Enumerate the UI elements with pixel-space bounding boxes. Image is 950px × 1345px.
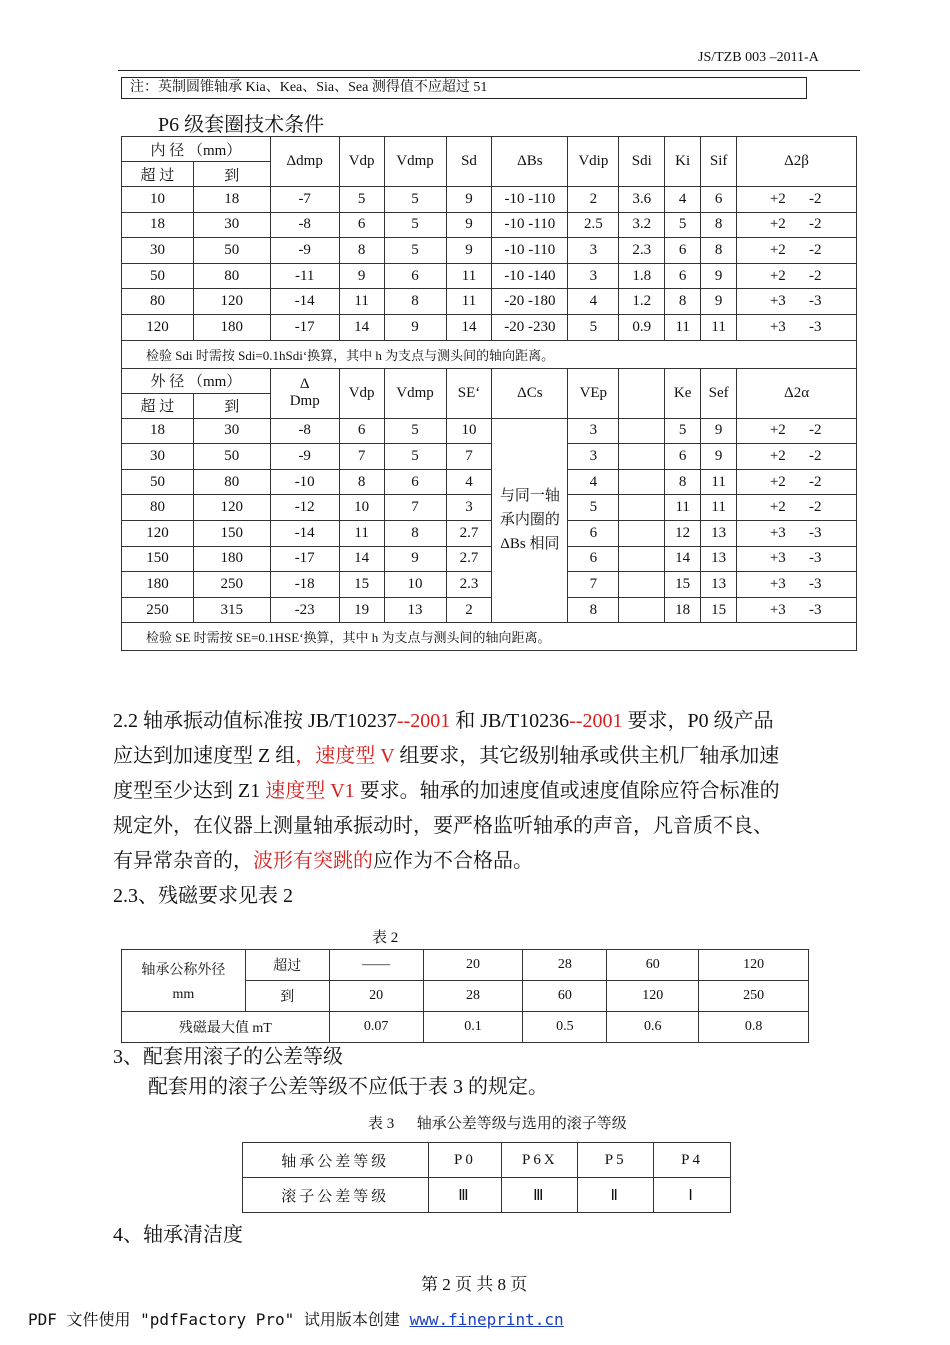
inner-cell-ki: 4 [665, 187, 701, 213]
inner-cell-vdip: 4 [568, 289, 619, 315]
outer-dmp-top: Δ [299, 376, 310, 393]
outer-table-row [122, 418, 857, 444]
inner-cell-2beta: +2 -2 [737, 212, 857, 238]
inner-cell-vdmp: 9 [384, 314, 446, 340]
t2-max-4: 0.8 [699, 1012, 809, 1043]
inner-cell-bs: -10 -110 [492, 212, 568, 238]
t2-over-label: 超过 [245, 950, 329, 981]
inner-cell-bs: -10 -110 [492, 238, 568, 264]
inner-table-row [122, 314, 857, 340]
outer-cell-to: 50 [193, 444, 270, 470]
p6-ring-table [121, 136, 857, 651]
inner-cell-ki: 11 [665, 314, 701, 340]
inner-inspection-note: 检验 Sdi 时需按 Sdi=0.1hSdi‘换算，其中 h 为支点与测头间的轴向距离。 [122, 340, 857, 368]
inner-cell-vdp: 8 [339, 238, 384, 264]
outer-cell-vdp: 6 [339, 418, 384, 444]
inner-table-row [122, 212, 857, 238]
outer-cell-se: 3 [446, 495, 492, 521]
inner-cell-sd: 11 [446, 263, 492, 289]
t3-roller-grade-1: Ⅲ [502, 1178, 578, 1213]
outer-cell-sef: 9 [701, 444, 737, 470]
outer-cell-dmp: -9 [270, 444, 339, 470]
inner-cell-sdi: 2.3 [619, 238, 665, 264]
col-ki: Ki [665, 137, 701, 187]
inner-table-row [122, 263, 857, 289]
s22-line1: 2.2 轴承振动值标准按 JB/T10237--2001 和 JB/T10236--2001 要求，P0 级产品 [113, 710, 774, 732]
outer-cell-2alpha: +2 -2 [737, 444, 857, 470]
inner-cell-sd: 14 [446, 314, 492, 340]
inner-cell-dmp: -9 [270, 238, 339, 264]
outer-cell-blank [619, 572, 665, 598]
inner-cell-vdp: 6 [339, 212, 384, 238]
outer-cell-2alpha: +2 -2 [737, 418, 857, 444]
outer-cell-vep: 6 [568, 546, 619, 572]
inner-cell-to: 30 [193, 212, 270, 238]
t3-roller-grade-label: 滚子公差等级 [243, 1178, 429, 1213]
outer-cell-to: 120 [193, 495, 270, 521]
outer-cell-over: 30 [122, 444, 194, 470]
inner-cell-ki: 6 [665, 263, 701, 289]
outer-cell-sef: 9 [701, 418, 737, 444]
t2-to-4: 250 [699, 981, 809, 1012]
t3-roller-grade-2: Ⅱ [578, 1178, 654, 1213]
outer-cell-ke: 5 [665, 418, 701, 444]
inner-cell-vdip: 2.5 [568, 212, 619, 238]
inner-cell-bs: -20 -230 [492, 314, 568, 340]
t3-bearing-grade-0: P0 [428, 1143, 502, 1178]
inner-cell-dmp: -14 [270, 289, 339, 315]
outer-cell-blank [619, 495, 665, 521]
inner-cell-sdi: 0.9 [619, 314, 665, 340]
outer-cell-se: 7 [446, 444, 492, 470]
outer-cell-ke: 14 [665, 546, 701, 572]
t2-to-2: 60 [523, 981, 607, 1012]
inner-cell-sd: 11 [446, 289, 492, 315]
inner-cell-sif: 8 [701, 238, 737, 264]
outer-cell-blank [619, 597, 665, 623]
t3-bearing-grade-label: 轴承公差等级 [243, 1143, 429, 1178]
outer-cell-blank [619, 444, 665, 470]
inner-cell-to: 180 [193, 314, 270, 340]
outer-cell-se: 2.3 [446, 572, 492, 598]
col-2beta: Δ2β [737, 137, 857, 187]
t2-to-3: 120 [607, 981, 699, 1012]
inner-cell-bs: -10 -110 [492, 187, 568, 213]
t2-od-label: 轴承公称外径 mm [122, 950, 246, 1012]
outer-cell-vdp: 11 [339, 520, 384, 546]
col-bs: ΔBs [492, 137, 568, 187]
outer-cell-ke: 12 [665, 520, 701, 546]
col-outer-dmp [270, 368, 339, 418]
inner-cell-vdmp: 5 [384, 238, 446, 264]
col-outer-blank [619, 368, 665, 418]
inner-cell-vdp: 11 [339, 289, 384, 315]
outer-cell-vdp: 19 [339, 597, 384, 623]
outer-cell-vdmp: 6 [384, 469, 446, 495]
fineprint-link[interactable]: www.fineprint.cn [409, 1310, 564, 1329]
inner-cell-dmp: -17 [270, 314, 339, 340]
col-vdmp: Vdmp [384, 137, 446, 187]
section-3-heading: 3、配套用滚子的公差等级 [113, 1046, 343, 1068]
section-3-text: 配套用的滚子公差等级不应低于表 3 的规定。 [148, 1076, 548, 1098]
outer-cell-vdp: 8 [339, 469, 384, 495]
outer-cell-se: 10 [446, 418, 492, 444]
inner-cell-vdmp: 8 [384, 289, 446, 315]
inner-cell-sdi: 1.8 [619, 263, 665, 289]
t2-max-0: 0.07 [329, 1012, 423, 1043]
outer-cell-blank [619, 546, 665, 572]
roller-grade-table [242, 1142, 731, 1213]
outer-table-row [122, 495, 857, 521]
col-dmp: Δdmp [270, 137, 339, 187]
t2-max-label: 残磁最大值 mT [122, 1012, 330, 1043]
page-number: 第 2 页 共 8 页 [421, 1275, 528, 1294]
col-outer-vep: VEp [568, 368, 619, 418]
inner-table-row [122, 187, 857, 213]
inner-cell-over: 120 [122, 314, 194, 340]
table3-caption: 表 3 轴承公差等级与选用的滚子等级 [368, 1116, 627, 1132]
inner-cell-2beta: +3 -3 [737, 289, 857, 315]
col-sif: Sif [701, 137, 737, 187]
col-outer-sef: Sef [701, 368, 737, 418]
inner-bore-header: 内 径 （mm） [122, 137, 271, 162]
inner-cell-vdip: 5 [568, 314, 619, 340]
outer-cell-se: 4 [446, 469, 492, 495]
p6-section-title: P6 级套圈技术条件 [158, 114, 325, 136]
outer-cell-dmp: -23 [270, 597, 339, 623]
outer-cell-vdmp: 9 [384, 546, 446, 572]
outer-table-row [122, 546, 857, 572]
outer-cell-2alpha: +2 -2 [737, 495, 857, 521]
outer-cell-dmp: -14 [270, 520, 339, 546]
inner-cell-to: 120 [193, 289, 270, 315]
t2-to-label: 到 [245, 981, 329, 1012]
outer-cell-dmp: -8 [270, 418, 339, 444]
s22-line4: 规定外，在仪器上测量轴承振动时，要严格监听轴承的声音，凡音质不良、 [113, 815, 773, 837]
outer-cell-se: 2.7 [446, 546, 492, 572]
inner-cell-over: 80 [122, 289, 194, 315]
outer-table-row [122, 469, 857, 495]
outer-cell-over: 50 [122, 469, 194, 495]
inner-over-header: 超 过 [122, 162, 194, 187]
outer-over-header: 超 过 [122, 393, 194, 418]
outer-cell-vdmp: 5 [384, 444, 446, 470]
outer-cell-to: 80 [193, 469, 270, 495]
col-outer-vdmp: Vdmp [384, 368, 446, 418]
outer-cell-sef: 11 [701, 469, 737, 495]
outer-cell-vdmp: 7 [384, 495, 446, 521]
outer-cell-to: 315 [193, 597, 270, 623]
inner-cell-dmp: -8 [270, 212, 339, 238]
inner-cell-vdp: 9 [339, 263, 384, 289]
inner-table-row [122, 289, 857, 315]
outer-cell-ke: 11 [665, 495, 701, 521]
inner-cell-over: 30 [122, 238, 194, 264]
t2-to-0: 20 [329, 981, 423, 1012]
inner-cell-sdi: 3.2 [619, 212, 665, 238]
outer-cell-to: 250 [193, 572, 270, 598]
t3-bearing-grade-3: P4 [654, 1143, 731, 1178]
outer-cell-2alpha: +3 -3 [737, 546, 857, 572]
inner-cell-vdip: 3 [568, 238, 619, 264]
outer-cell-over: 120 [122, 520, 194, 546]
t2-max-1: 0.1 [423, 1012, 523, 1043]
s22-line5: 有异常杂音的，波形有突跳的应作为不合格品。 [113, 850, 533, 872]
inner-cell-sif: 11 [701, 314, 737, 340]
inner-cell-vdip: 3 [568, 263, 619, 289]
outer-cell-sef: 13 [701, 520, 737, 546]
header-rule [118, 70, 860, 71]
outer-cell-vep: 3 [568, 444, 619, 470]
outer-cell-2alpha: +3 -3 [737, 597, 857, 623]
inner-cell-ki: 8 [665, 289, 701, 315]
inner-cell-sdi: 1.2 [619, 289, 665, 315]
col-vdip: Vdip [568, 137, 619, 187]
outer-cell-2alpha: +3 -3 [737, 572, 857, 598]
s22-line2: 应达到加速度型 Z 组，速度型 V 组要求，其它级别轴承或供主机厂轴承加速 [113, 745, 780, 767]
outer-cell-ke: 6 [665, 444, 701, 470]
outer-cell-vdmp: 8 [384, 520, 446, 546]
col-outer-vdp: Vdp [339, 368, 384, 418]
pdf-factory-note: PDF 文件使用 "pdfFactory Pro" 试用版本创建 www.fineprint.cn [28, 1310, 564, 1329]
col-outer-2alpha: Δ2α [737, 368, 857, 418]
outer-cell-vep: 3 [568, 418, 619, 444]
inner-cell-sd: 9 [446, 212, 492, 238]
outer-cell-se: 2 [446, 597, 492, 623]
inner-cell-to: 18 [193, 187, 270, 213]
t2-over-1: 20 [423, 950, 523, 981]
outer-cell-over: 18 [122, 418, 194, 444]
section-3 [113, 1042, 863, 1102]
inner-cell-sd: 9 [446, 187, 492, 213]
inner-cell-sif: 8 [701, 212, 737, 238]
inner-cell-ki: 6 [665, 238, 701, 264]
inner-cell-dmp: -7 [270, 187, 339, 213]
inner-cell-bs: -10 -140 [492, 263, 568, 289]
inner-cell-sd: 9 [446, 238, 492, 264]
inner-cell-sif: 9 [701, 289, 737, 315]
inner-cell-2beta: +3 -3 [737, 314, 857, 340]
imperial-bearing-note: 注：英制圆锥轴承 Kia、Kea、Sia、Sea 测得值不应超过 51 [121, 77, 807, 99]
inner-cell-vdip: 2 [568, 187, 619, 213]
outer-cell-to: 30 [193, 418, 270, 444]
col-sdi: Sdi [619, 137, 665, 187]
inner-cell-to: 80 [193, 263, 270, 289]
inner-cell-dmp: -11 [270, 263, 339, 289]
section-2-2 [113, 704, 863, 914]
outer-od-header: 外 径 （mm） [122, 368, 271, 393]
outer-cell-vdp: 10 [339, 495, 384, 521]
t3-roller-grade-0: Ⅲ [428, 1178, 502, 1213]
outer-cell-to: 180 [193, 546, 270, 572]
t2-max-3: 0.6 [607, 1012, 699, 1043]
t3-roller-grade-3: Ⅰ [654, 1178, 731, 1213]
inner-cell-vdmp: 5 [384, 212, 446, 238]
outer-table-row [122, 572, 857, 598]
col-sd: Sd [446, 137, 492, 187]
section-4: 4、轴承清洁度 [113, 1224, 243, 1246]
col-outer-se: SE‘ [446, 368, 492, 418]
outer-table-row [122, 597, 857, 623]
col-outer-ke: Ke [665, 368, 701, 418]
outer-cell-dmp: -17 [270, 546, 339, 572]
outer-cell-vep: 5 [568, 495, 619, 521]
inner-cell-sdi: 3.6 [619, 187, 665, 213]
inner-cell-bs: -20 -180 [492, 289, 568, 315]
outer-cell-vep: 6 [568, 520, 619, 546]
inner-cell-over: 10 [122, 187, 194, 213]
inner-table-row [122, 238, 857, 264]
outer-cell-blank [619, 469, 665, 495]
outer-table-row [122, 520, 857, 546]
outer-cs-merged: 与同一轴承内圈的ΔBs 相同 [492, 418, 568, 623]
inner-cell-2beta: +2 -2 [737, 263, 857, 289]
outer-cell-dmp: -10 [270, 469, 339, 495]
outer-cell-blank [619, 418, 665, 444]
t2-over-3: 60 [607, 950, 699, 981]
outer-cell-sef: 11 [701, 495, 737, 521]
t2-max-2: 0.5 [523, 1012, 607, 1043]
inner-cell-vdmp: 5 [384, 187, 446, 213]
col-vdp: Vdp [339, 137, 384, 187]
outer-cell-sef: 15 [701, 597, 737, 623]
outer-cell-over: 180 [122, 572, 194, 598]
outer-cell-vep: 7 [568, 572, 619, 598]
outer-cell-sef: 13 [701, 572, 737, 598]
inner-cell-over: 50 [122, 263, 194, 289]
outer-cell-over: 150 [122, 546, 194, 572]
outer-cell-blank [619, 520, 665, 546]
outer-cell-over: 80 [122, 495, 194, 521]
residual-magnetism-table [121, 949, 809, 1043]
s22-line3: 度型至少达到 Z1 速度型 V1 要求。轴承的加速度值或速度值除应符合标准的 [113, 780, 780, 802]
outer-cell-2alpha: +3 -3 [737, 520, 857, 546]
outer-cell-to: 150 [193, 520, 270, 546]
table2-caption: 表 2 [372, 930, 399, 946]
outer-cell-over: 250 [122, 597, 194, 623]
inner-cell-over: 18 [122, 212, 194, 238]
inner-cell-sif: 9 [701, 263, 737, 289]
outer-dmp-bottom: Dmp [289, 393, 320, 410]
outer-to-header: 到 [193, 393, 270, 418]
outer-cell-vdp: 7 [339, 444, 384, 470]
t3-bearing-grade-1: P6X [502, 1143, 578, 1178]
inner-cell-sif: 6 [701, 187, 737, 213]
inner-cell-vdp: 14 [339, 314, 384, 340]
document-code: JS/TZB 003 –2011-A [698, 50, 819, 65]
outer-cell-ke: 15 [665, 572, 701, 598]
outer-cell-dmp: -18 [270, 572, 339, 598]
outer-cell-vdp: 15 [339, 572, 384, 598]
t2-to-1: 28 [423, 981, 523, 1012]
inner-cell-to: 50 [193, 238, 270, 264]
t3-bearing-grade-2: P5 [578, 1143, 654, 1178]
outer-cell-ke: 8 [665, 469, 701, 495]
inner-cell-ki: 5 [665, 212, 701, 238]
outer-cell-ke: 18 [665, 597, 701, 623]
t2-over-4: 120 [699, 950, 809, 981]
outer-cell-vdmp: 5 [384, 418, 446, 444]
outer-cell-vep: 8 [568, 597, 619, 623]
outer-cell-2alpha: +2 -2 [737, 469, 857, 495]
inner-to-header: 到 [193, 162, 270, 187]
t2-over-0: —— [329, 950, 423, 981]
inner-cell-vdp: 5 [339, 187, 384, 213]
t2-over-2: 28 [523, 950, 607, 981]
outer-cell-vep: 4 [568, 469, 619, 495]
outer-inspection-note: 检验 SE 时需按 SE=0.1HSE‘换算，其中 h 为支点与测头间的轴向距离。 [122, 623, 857, 651]
outer-cell-vdp: 14 [339, 546, 384, 572]
inner-cell-2beta: +2 -2 [737, 187, 857, 213]
outer-cell-vdmp: 13 [384, 597, 446, 623]
section-2-3: 2.3、残磁要求见表 2 [113, 885, 293, 907]
outer-cell-vdmp: 10 [384, 572, 446, 598]
inner-cell-2beta: +2 -2 [737, 238, 857, 264]
col-outer-cs: ΔCs [492, 368, 568, 418]
outer-table-row [122, 444, 857, 470]
outer-cell-se: 2.7 [446, 520, 492, 546]
inner-cell-vdmp: 6 [384, 263, 446, 289]
outer-cell-dmp: -12 [270, 495, 339, 521]
outer-cell-sef: 13 [701, 546, 737, 572]
